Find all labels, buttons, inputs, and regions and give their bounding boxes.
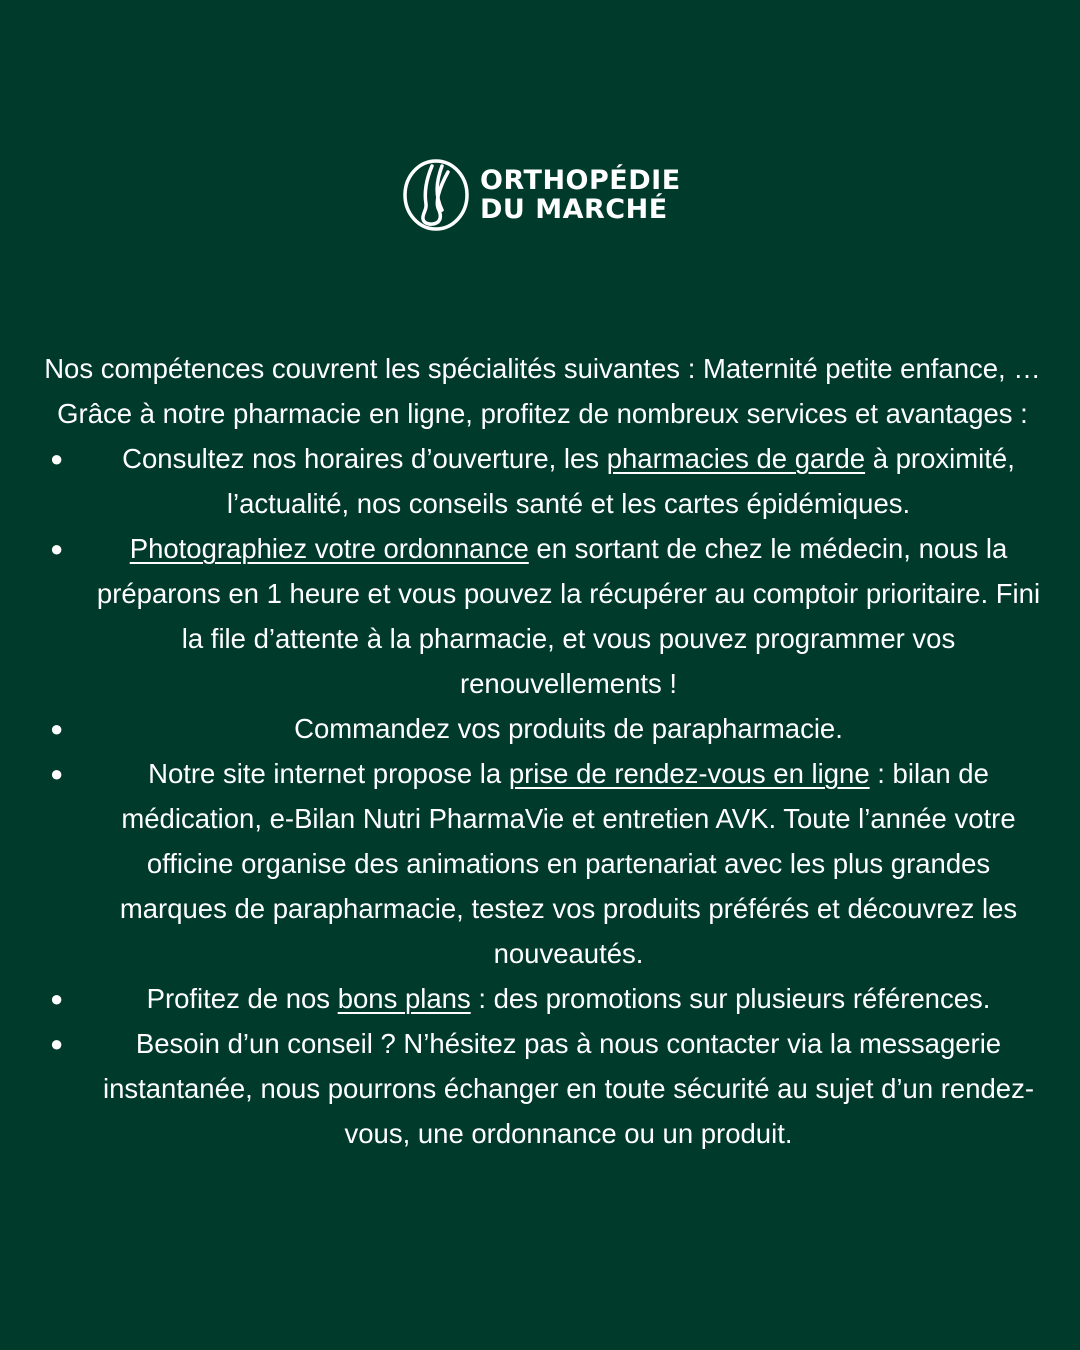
item-text: Profitez de nos xyxy=(146,983,338,1014)
item-text: en sortant de chez le médecin, nous la préparons en 1 heure et vous pouvez la récupérer au comptoir prioritaire. Fini la file d’attente à la pharmacie, et vous pouvez programmer vos renouvellements ! xyxy=(96,533,1041,699)
foot-icon xyxy=(402,158,472,232)
intro-text: Nos compétences couvrent les spécialités suivantes : Maternité petite enfance, … xyxy=(44,353,1041,384)
bullet-icon: ● xyxy=(50,536,64,561)
bullet-icon: ● xyxy=(50,716,64,741)
item-text: Consultez nos horaires d’ouverture, les xyxy=(122,443,607,474)
item-text: : des promotions sur plusieurs références. xyxy=(470,983,991,1014)
bons-plans-link[interactable]: bons plans xyxy=(337,983,471,1014)
main-content xyxy=(40,346,1045,1156)
item-text: Besoin d’un conseil ? N’hésitez pas à nous contacter via la messagerie instantanée, nous pourrons échanger en toute sécurité au sujet d’un rendez-vous, une ordonnance ou un produit. xyxy=(102,1028,1035,1149)
bullet-icon: ● xyxy=(50,446,64,471)
list-item xyxy=(40,976,1045,1021)
item-text: Commandez vos produits de parapharmacie. xyxy=(294,713,843,744)
bullet-icon: ● xyxy=(50,986,64,1011)
prise-de-rendez-vous-link[interactable]: prise de rendez-vous en ligne xyxy=(508,758,870,789)
list-item xyxy=(40,436,1045,526)
item-text: à proximité, l’actualité, nos conseils santé et les cartes épidémiques. xyxy=(226,443,1015,519)
bullet-icon: ● xyxy=(50,761,64,786)
services-list xyxy=(40,436,1045,1156)
brand-name xyxy=(480,166,681,224)
list-item xyxy=(40,526,1045,706)
intro-subtext: Grâce à notre pharmacie en ligne, profitez de nombreux services et avantages : xyxy=(57,398,1028,429)
pharmacies-de-garde-link[interactable]: pharmacies de garde xyxy=(606,443,866,474)
brand-logo xyxy=(402,158,681,232)
bullet-icon: ● xyxy=(50,1031,64,1056)
list-item xyxy=(40,706,1045,751)
item-text: : bilan de médication, e-Bilan Nutri PharmaVie et entretien AVK. Toute l’année votre officine organise des animations en partenariat avec les plus grandes marques de parapharmacie, testez vos produits préférés et découvrez les nouveautés. xyxy=(119,758,1018,969)
list-item xyxy=(40,751,1045,976)
item-text: Notre site internet propose la xyxy=(148,758,509,789)
list-item xyxy=(40,1021,1045,1156)
photographiez-ordonnance-link[interactable]: Photographiez votre ordonnance xyxy=(129,533,529,564)
brand-name-line2: DU MARCHÉ xyxy=(480,194,668,225)
brand-name-line1: ORTHOPÉDIE xyxy=(480,165,681,196)
